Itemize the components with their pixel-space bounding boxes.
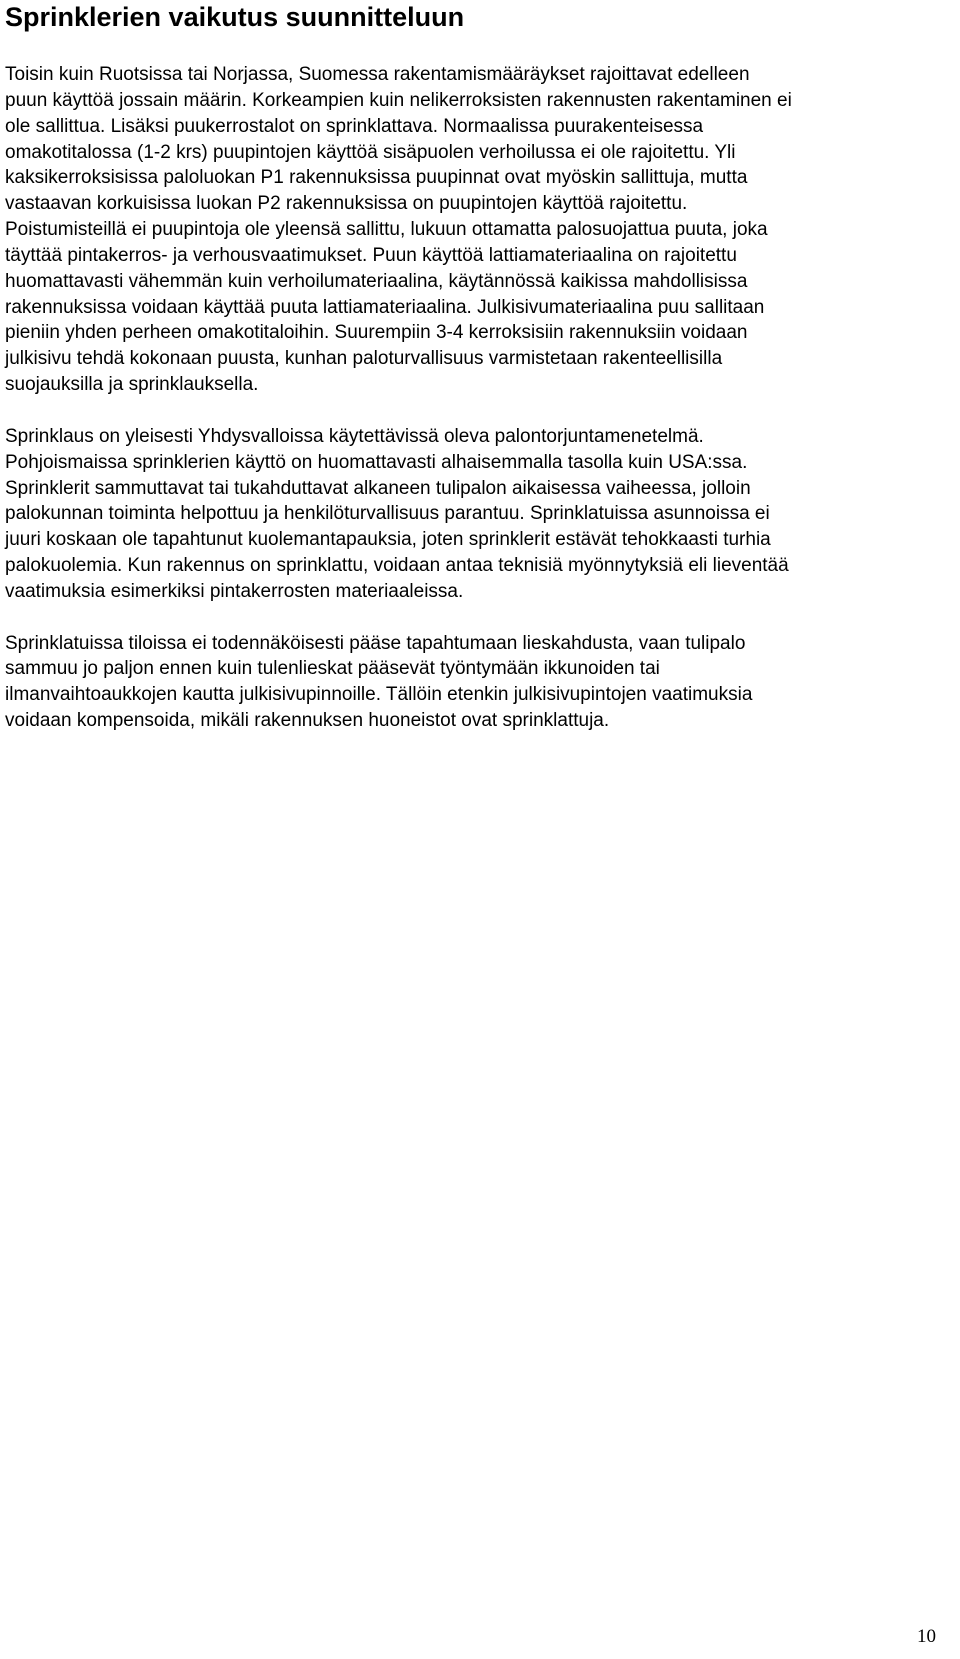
text-line: vastaavan korkuisissa luokan P2 rakennuksissa on puupintojen käyttöä rajoitettu.: [5, 193, 688, 215]
paragraph-2: [0, 424, 960, 605]
text-line: sammuu jo paljon ennen kuin tulenlieskat pääsevät työntymään ikkunoiden tai: [5, 658, 660, 680]
text-line: palokunnan toiminta helpottuu ja henkilöturvallisuus parantuu. Sprinklatuissa asunnoissa ei: [5, 503, 770, 525]
page-title: Sprinklerien vaikutus suunnitteluun: [5, 2, 465, 32]
text-line: julkisivu tehdä kokonaan puusta, kunhan paloturvallisuus varmistetaan rakenteellisilla: [5, 348, 723, 370]
text-line: vaatimuksia esimerkiksi pintakerrosten materiaaleissa.: [5, 580, 464, 602]
text-line: Sprinklatuissa tiloissa ei todennäköisesti pääse tapahtumaan lieskahdusta, vaan tulipalo: [5, 632, 746, 654]
text-line: puun käyttöä jossain määrin. Korkeampien kuin nelikerroksisten rakennusten rakentaminen ei: [5, 89, 792, 111]
paragraph-gap: [0, 605, 960, 631]
text-line: Sprinklerit sammuttavat tai tukahduttavat alkaneen tulipalon aikaisessa vaiheessa, jolloin: [5, 477, 751, 499]
text-line: Toisin kuin Ruotsissa tai Norjassa, Suomessa rakentamismääräykset rajoittavat edelleen: [5, 64, 750, 85]
text-line: Pohjoismaissa sprinklerien käyttö on huomattavasti alhaisemmalla tasolla kuin USA:ssa.: [5, 451, 748, 473]
text-line: pieniin yhden perheen omakotitaloihin. Suurempiin 3-4 kerroksisiin rakennuksiin voidaan: [5, 322, 748, 344]
text-line: suojauksilla ja sprinklauksella.: [5, 374, 259, 396]
text-line: voidaan kompensoida, mikäli rakennuksen huoneistot ovat sprinklattuja.: [5, 710, 610, 732]
text-line: omakotitalossa (1-2 krs) puupintojen käyttöä sisäpuolen verhoilussa ei ole rajoitettu. Yli: [5, 141, 736, 163]
text-line: huomattavasti vähemmän kuin verhoilumateriaalina, käytännössä kaikissa mahdollisissa: [5, 270, 748, 292]
text-line: Poistumisteillä ei puupintoja ole yleensä sallittu, lukuun ottamatta palosuojattua puuta, joka: [5, 219, 768, 241]
text-line: ilmanvaihtoaukkojen kautta julkisivupinnoille. Tällöin etenkin julkisivupintojen vaatimuksia: [5, 684, 753, 706]
paragraph-3: [0, 631, 960, 734]
text-line: Sprinklaus on yleisesti Yhdysvalloissa käytettävissä oleva palontorjuntamenetelmä.: [5, 425, 704, 447]
text-line: täyttää pintakerros- ja verhousvaatimukset. Puun käyttöä lattiamateriaalina on rajoitettu: [5, 244, 737, 266]
body-text: [0, 62, 960, 734]
text-line: juuri koskaan ole tapahtunut kuolemantapauksia, joten sprinklerit estävät tehokkaasti turhia: [5, 529, 771, 551]
text-line: rakennuksissa voidaan käyttää puuta lattiamateriaalina. Julkisivumateriaalina puu sallitaan: [5, 296, 765, 318]
text-line: ole sallittua. Lisäksi puukerrostalot on sprinklattava. Normaalissa puurakenteisessa: [5, 115, 704, 137]
text-line: palokuolemia. Kun rakennus on sprinklattu, voidaan antaa teknisiä myönnytyksiä eli lieventää: [5, 555, 789, 577]
text-line: kaksikerroksisissa paloluokan P1 rakennuksissa puupinnat ovat myöskin sallittuja, mutta: [5, 167, 748, 189]
page-number: 10: [917, 1626, 936, 1647]
paragraph-1: [0, 62, 960, 398]
paragraph-gap: [0, 398, 960, 424]
